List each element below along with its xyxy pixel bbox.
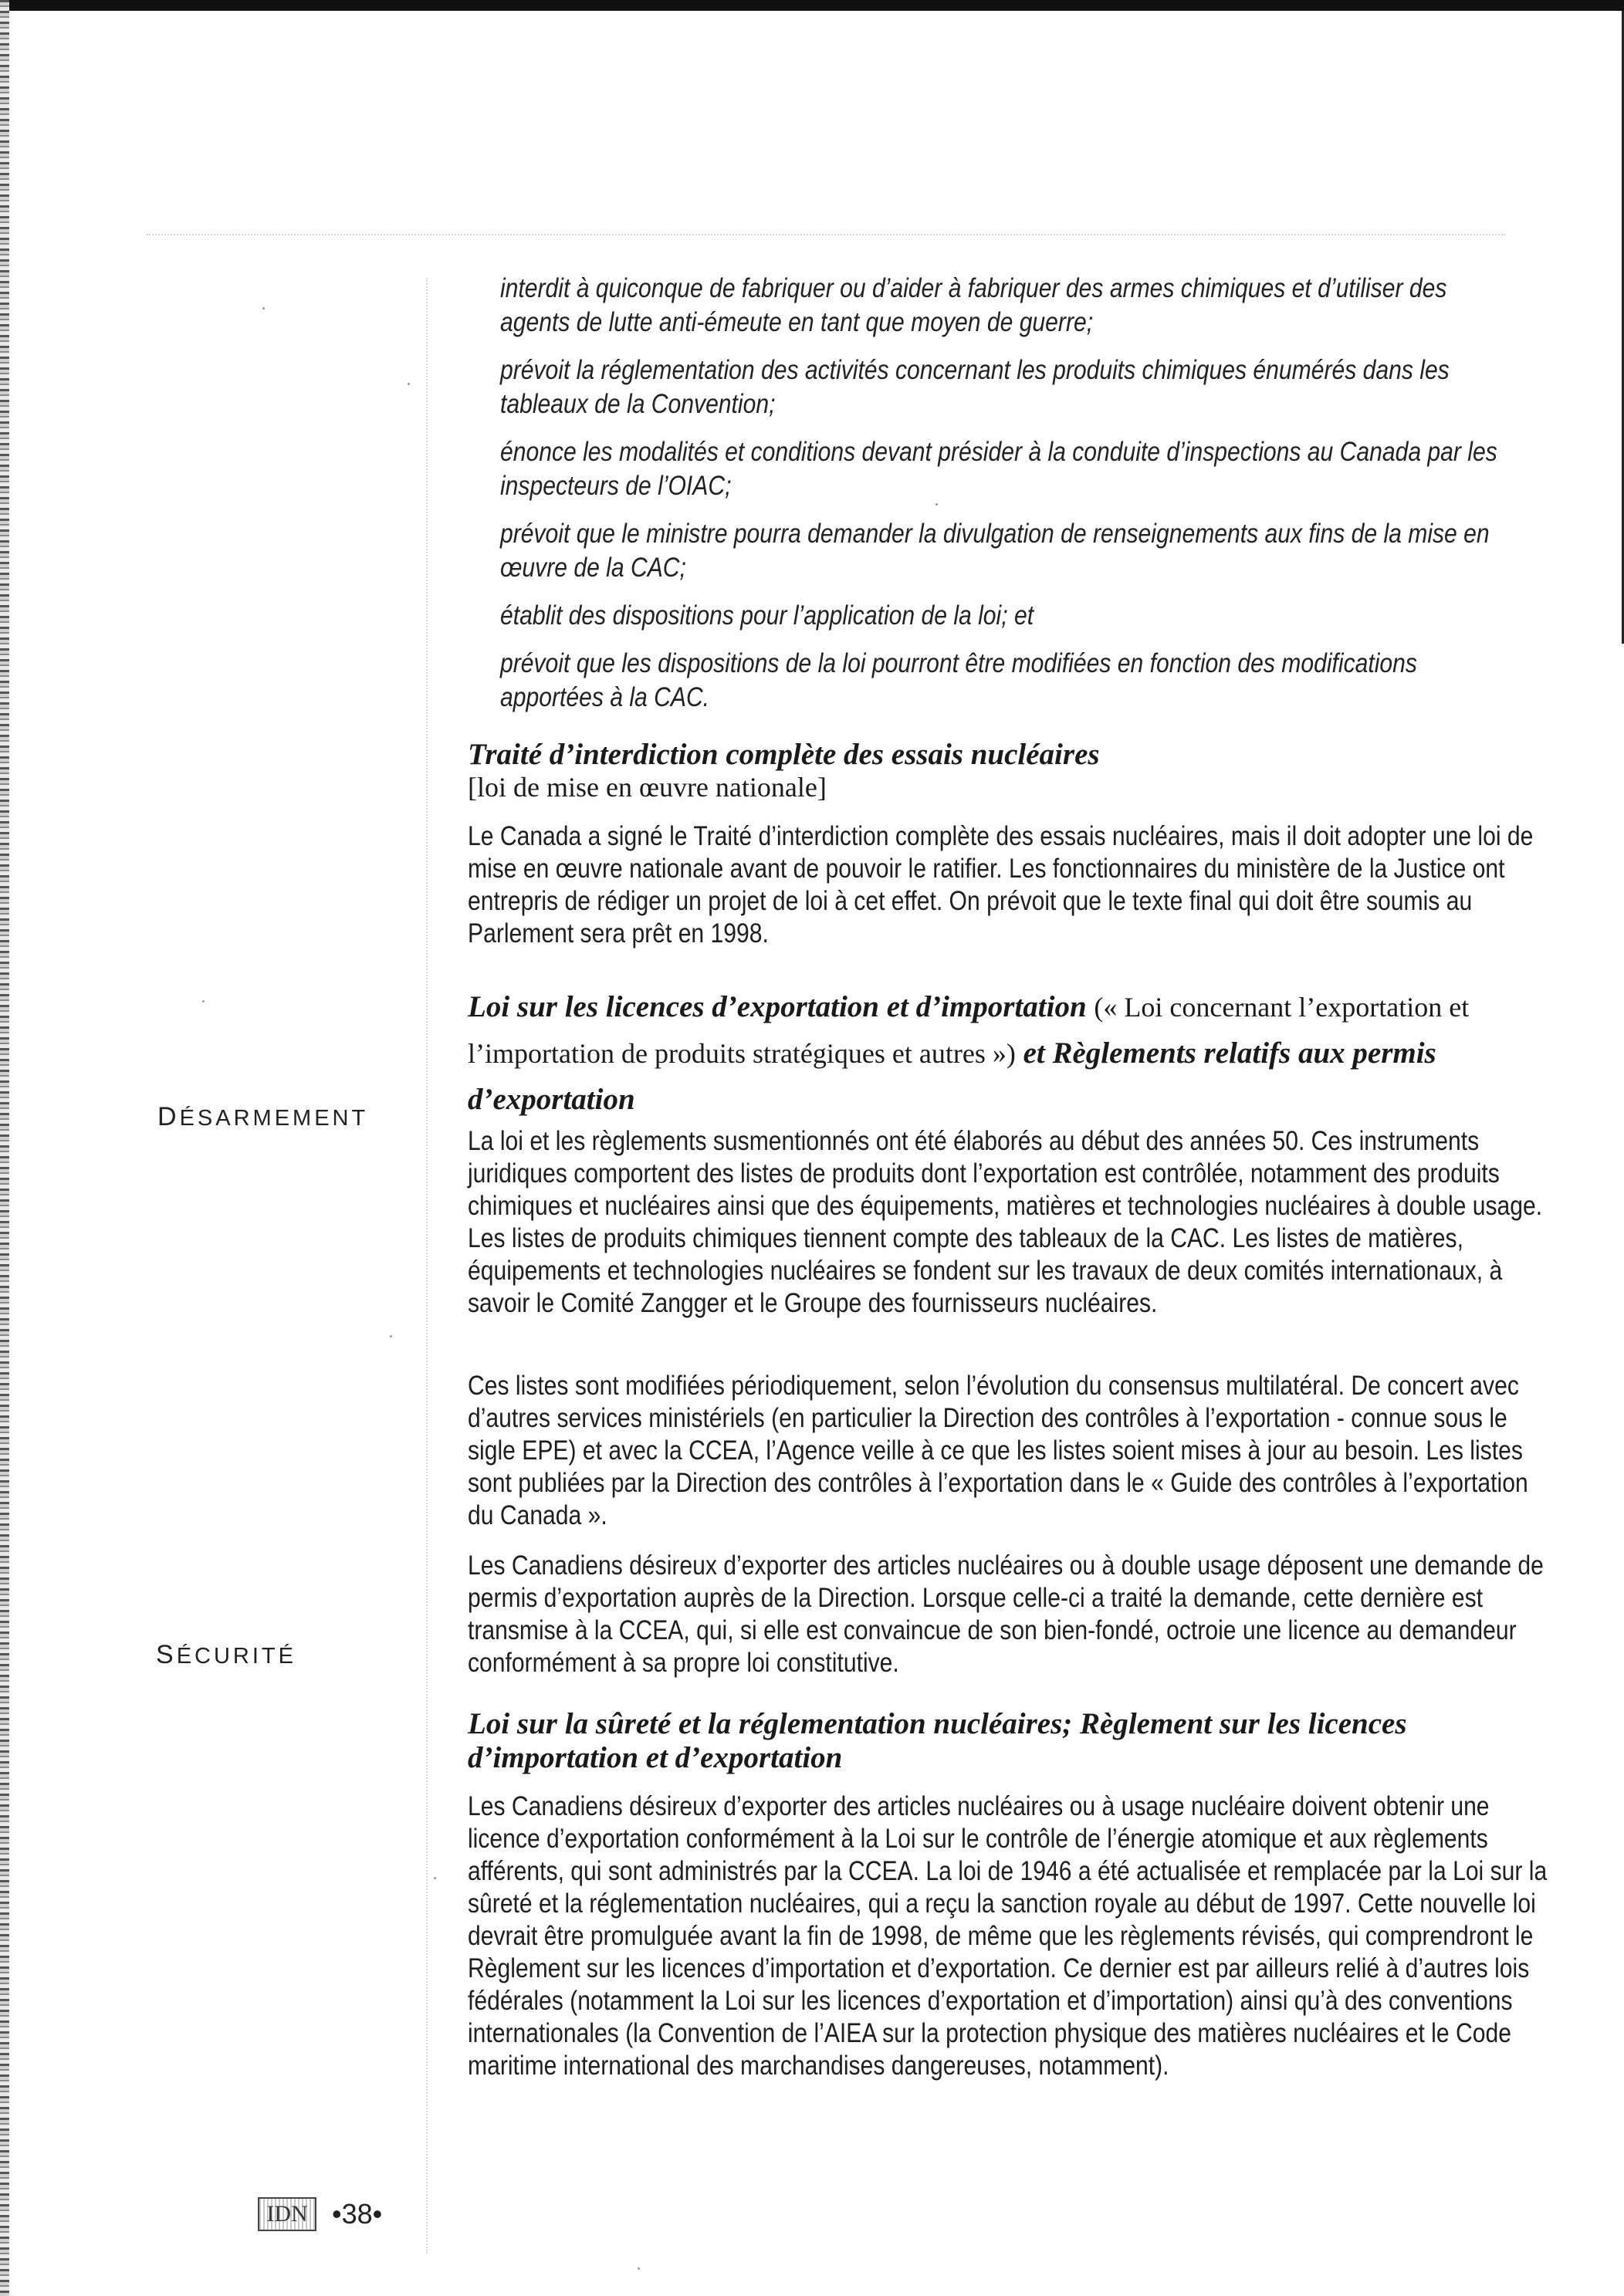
margin-label-initial: S xyxy=(156,1640,177,1669)
scan-speck xyxy=(408,383,410,385)
heading-ctbt: Traité d’interdiction complète des essais nucléaires xyxy=(468,738,1100,771)
heading-eipa-part2: (« Loi concernant l’exportation et l’importation de produits stratégiques et autres ») xyxy=(468,992,1470,1069)
bullet-list xyxy=(500,272,1527,729)
paragraph-ctbt: Le Canada a signé le Traité d’interdiction complète des essais nucléaires, mais il doit adopter une loi de mise en œuvre nationale avant de pouvoir le ratifier. Les fonctionnaires du ministère de la Justice ont entrepris de rédiger un projet de loi à cet effet. On prévoit que le texte final qui doit être soumis au Parlement sera prêt en 1998. xyxy=(468,821,1534,948)
bullet-item: prévoit que le ministre pourra demander la divulgation de renseignements aux fins de la mise en œuvre de la CAC; xyxy=(500,519,1490,583)
scan-speck xyxy=(434,1877,436,1879)
dotted-header-rule xyxy=(147,234,1505,235)
paragraph-eipa-2: Ces listes sont modifiées périodiquement, selon l’évolution du consensus multilatéral. De concert avec d’autres services ministériels (en particulier la Direction des contrôles à l’exportation - connue sous le sigle EPE) et avec la CCEA, l’Agence veille à ce que les listes soient mises à jour au besoin. Les listes sont publiées par la Direction des contrôles à l’exportation dans le « Guide des contrôles à l’exportation du Canada ». xyxy=(468,1371,1528,1530)
scan-speck xyxy=(202,1000,205,1003)
subheading-ctbt: [loi de mise en œuvre nationale] xyxy=(468,772,827,803)
idn-logo xyxy=(258,2197,316,2231)
bullet-item: prévoit la réglementation des activités concernant les produits chimiques énumérés dans les tableaux de la Convention; xyxy=(500,355,1450,419)
page-number: •38• xyxy=(332,2198,383,2230)
scan-speck xyxy=(638,2267,640,2270)
scan-speck xyxy=(262,307,265,309)
margin-label-rest: ÉCURITÉ xyxy=(176,1644,296,1669)
heading-nsca: Loi sur la sûreté et la réglementation nucléaires; Règlement sur les licences d’importation et d’exportation xyxy=(468,1707,1407,1774)
heading-eipa-part3: et Règlements relatifs aux permis d’exportation xyxy=(468,1036,1436,1116)
dotted-column-rule xyxy=(426,278,428,2254)
bullet-item: énonce les modalités et conditions devant présider à la conduite d’inspections au Canada par les inspecteurs de l’OIAC; xyxy=(500,437,1497,501)
bullet-item: établit des dispositions pour l’application de la loi; et xyxy=(500,600,1034,631)
bullet-item: prévoit que les dispositions de la loi pourront être modifiées en fonction des modifications apportées à la CAC. xyxy=(500,648,1417,712)
scan-border-left xyxy=(0,0,9,2296)
paragraph-eipa-1: La loi et les règlements susmentionnés ont été élaborés au début des années 50. Ces instruments juridiques comportent des listes de produits dont l’exportation est contrôlée, notamment des produits chimiques et nucléaires ainsi que des équipements, matières et technologies nucléaires à double usage. Les listes de produits chimiques tiennent compte des tableaux de la CAC. Les listes de matières, équipements et technologies nucléaires se fondent sur les travaux de deux comités internationaux, à savoir le Comité Zangger et le Groupe des fournisseurs nucléaires. xyxy=(468,1126,1543,1318)
heading-eipa-part1: Loi sur les licences d’exportation et d’importation xyxy=(468,990,1087,1023)
margin-label-disarmament xyxy=(157,1102,368,1132)
paragraph-nsca: Les Canadiens désireux d’exporter des articles nucléaires ou à usage nucléaire doivent obtenir une licence d’exportation conformément à la Loi sur le contrôle de l’énergie atomique et aux règlements afférents, qui sont administrés par la CCEA. La loi de 1946 a été actualisée et remplacée par la Loi sur la sûreté et la réglementation nucléaires, qui a reçu la sanction royale au début de 1997. Cette nouvelle loi devrait être promulguée avant la fin de 1998, de même que les règlements révisés, qui comprendront le Règlement sur les licences d’importation et d’exportation. Ce dernier est par ailleurs relié à d’autres lois fédérales (notamment la Loi sur les licences d’exportation et d’importation) ainsi qu’à des conventions internationales (la Convention de l’AIEA sur la protection physique des matières nucléaires et le Code maritime international des marchandises dangereuses, notamment). xyxy=(468,1791,1548,2081)
heading-export-import-act xyxy=(468,984,1517,1122)
bullet-item: interdit à quiconque de fabriquer ou d’aider à fabriquer des armes chimiques et d’utiliser des agents de lutte anti-émeute en tant que moyen de guerre; xyxy=(500,273,1447,337)
paragraph-eipa-3: Les Canadiens désireux d’exporter des articles nucléaires ou à double usage déposent une demande de permis d’exportation auprès de la Direction. Lorsque celle-ci a traité la demande, cette dernière est transmise à la CCEA, qui, si elle est convaincue de son bien-fondé, octroie une licence au demandeur conformément à sa propre loi constitutive. xyxy=(468,1550,1544,1678)
scan-border-top xyxy=(0,0,1624,11)
margin-label-initial: D xyxy=(157,1102,180,1131)
margin-label-rest: ÉSARMEMENT xyxy=(179,1106,369,1131)
scan-speck xyxy=(390,1335,392,1337)
idn-logo-text: IDN xyxy=(259,2199,315,2230)
margin-label-security xyxy=(156,1640,296,1670)
